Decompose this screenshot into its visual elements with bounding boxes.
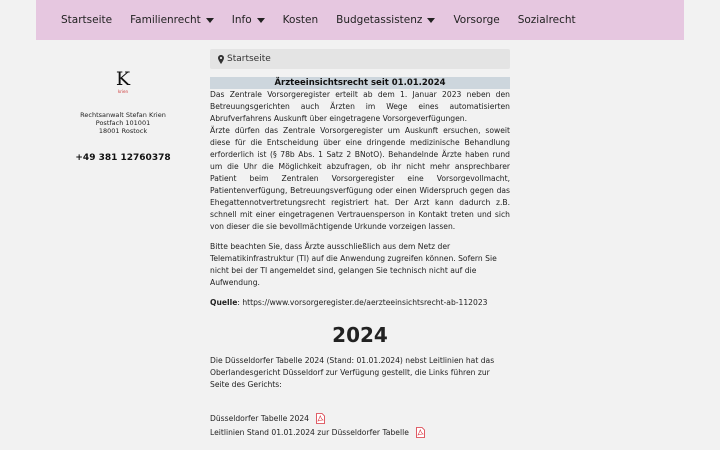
article-heading: Ärzteeinsichtsrecht seit 01.01.2024 xyxy=(210,77,510,89)
nav-kosten[interactable] xyxy=(274,14,328,26)
download-list xyxy=(210,411,510,439)
pdf-icon[interactable] xyxy=(316,413,325,424)
download-label: Düsseldorfer Tabelle 2024 xyxy=(210,413,309,423)
nav-startseite[interactable] xyxy=(36,14,121,26)
download-leitlinien[interactable] xyxy=(210,425,510,439)
article-paragraph: Bitte beachten Sie, dass Ärzte ausschließlich aus dem Netz der Telematikinfrastruktur (TI) auf die Anwendung zugreifen können. Sofern Sie nicht bei der TI angemeldet sind, gelangen Sie technisch nicht auf die Aufwendung. xyxy=(210,242,497,287)
nav-sozialrecht[interactable] xyxy=(509,14,585,26)
chevron-down-icon xyxy=(257,18,265,23)
chevron-down-icon xyxy=(427,18,435,23)
section-intro: Die Düsseldorfer Tabelle 2024 (Stand: 01.01.2024) nebst Leitlinien hat das Oberlandesgericht Düsseldorf zur Verfügung gestellt, die Links führen zur Seite des Gerichts: xyxy=(210,356,495,389)
download-duesseldorfer-tabelle[interactable] xyxy=(210,411,510,425)
download-label: Leitlinien Stand 01.01.2024 zur Düsseldorfer Tabelle xyxy=(210,427,409,437)
nav-budgetassistenz[interactable] xyxy=(327,14,444,26)
nav-familienrecht[interactable] xyxy=(121,14,223,26)
source-label: Quelle xyxy=(210,298,238,307)
nav-label: Sozialrecht xyxy=(517,14,576,26)
chevron-down-icon xyxy=(206,18,214,23)
source-line xyxy=(210,297,510,309)
logo[interactable] xyxy=(108,68,138,98)
address-line: Rechtsanwalt Stefan Krien xyxy=(80,111,166,119)
nav-info[interactable] xyxy=(223,14,274,26)
source-url[interactable]: : https://www.vorsorgeregister.de/aerzteeinsichtsrecht-ab-112023 xyxy=(237,298,488,307)
logo-subtext: krien xyxy=(117,89,129,94)
address-line: Postfach 101001 xyxy=(95,119,151,127)
pdf-icon[interactable] xyxy=(416,427,425,438)
nav-label: Info xyxy=(231,14,252,26)
map-pin-icon xyxy=(218,55,224,64)
address-line: 18001 Rostock xyxy=(98,127,148,135)
address-block xyxy=(36,111,210,135)
phone-number[interactable]: +49 381 12760378 xyxy=(75,153,171,163)
nav-label: Kosten xyxy=(282,14,319,26)
nav-label: Startseite xyxy=(61,14,113,26)
nav-label: Familienrecht xyxy=(130,14,201,26)
main-content xyxy=(210,49,510,439)
year-heading: 2024 xyxy=(332,323,388,347)
main-navbar xyxy=(36,0,684,40)
sidebar xyxy=(36,68,210,163)
nav-label: Vorsorge xyxy=(453,14,500,26)
nav-label: Budgetassistenz xyxy=(336,14,423,26)
breadcrumb-link[interactable]: Startseite xyxy=(227,54,271,64)
article-paragraph: Ärzte dürfen das Zentrale Vorsorgeregister um Auskunft ersuchen, soweit diese für die Entscheidung über eine dringende medizinische Behandlung erforderlich ist (§ 78b Abs. 1 Satz 2 BNotO). Behandelnde Ärzte haben rund um die Uhr die Möglichkeit abzufragen, ob ihr nicht mehr ansprechbarer Patient beim Zentralen Vorsorgeregister eine Vorsorgevollmacht, Patientenverfügung, Betreuungsverfügung oder einen Widerspruch gegen das Ehegattennotvertretungsrecht registriert hat. Der Arzt kann dadurch z.B. schnell mit einer eingetragenen Vertrauensperson in Kontakt treten und sich von dieser die sie bevollmächtigende Urkunde vorzeigen lassen. xyxy=(210,126,510,231)
logo-letter: K xyxy=(115,68,131,90)
article-paragraph: Das Zentrale Vorsorgeregister erteilt ab dem 1. Januar 2023 neben den Betreuungsgerichten auch Ärzten im Wege eines automatisierten Abrufverfahrens Auskunft über eingetragene Vorsorgeverfügungen. xyxy=(210,90,510,123)
nav-vorsorge[interactable] xyxy=(444,14,508,26)
breadcrumb xyxy=(210,49,510,69)
